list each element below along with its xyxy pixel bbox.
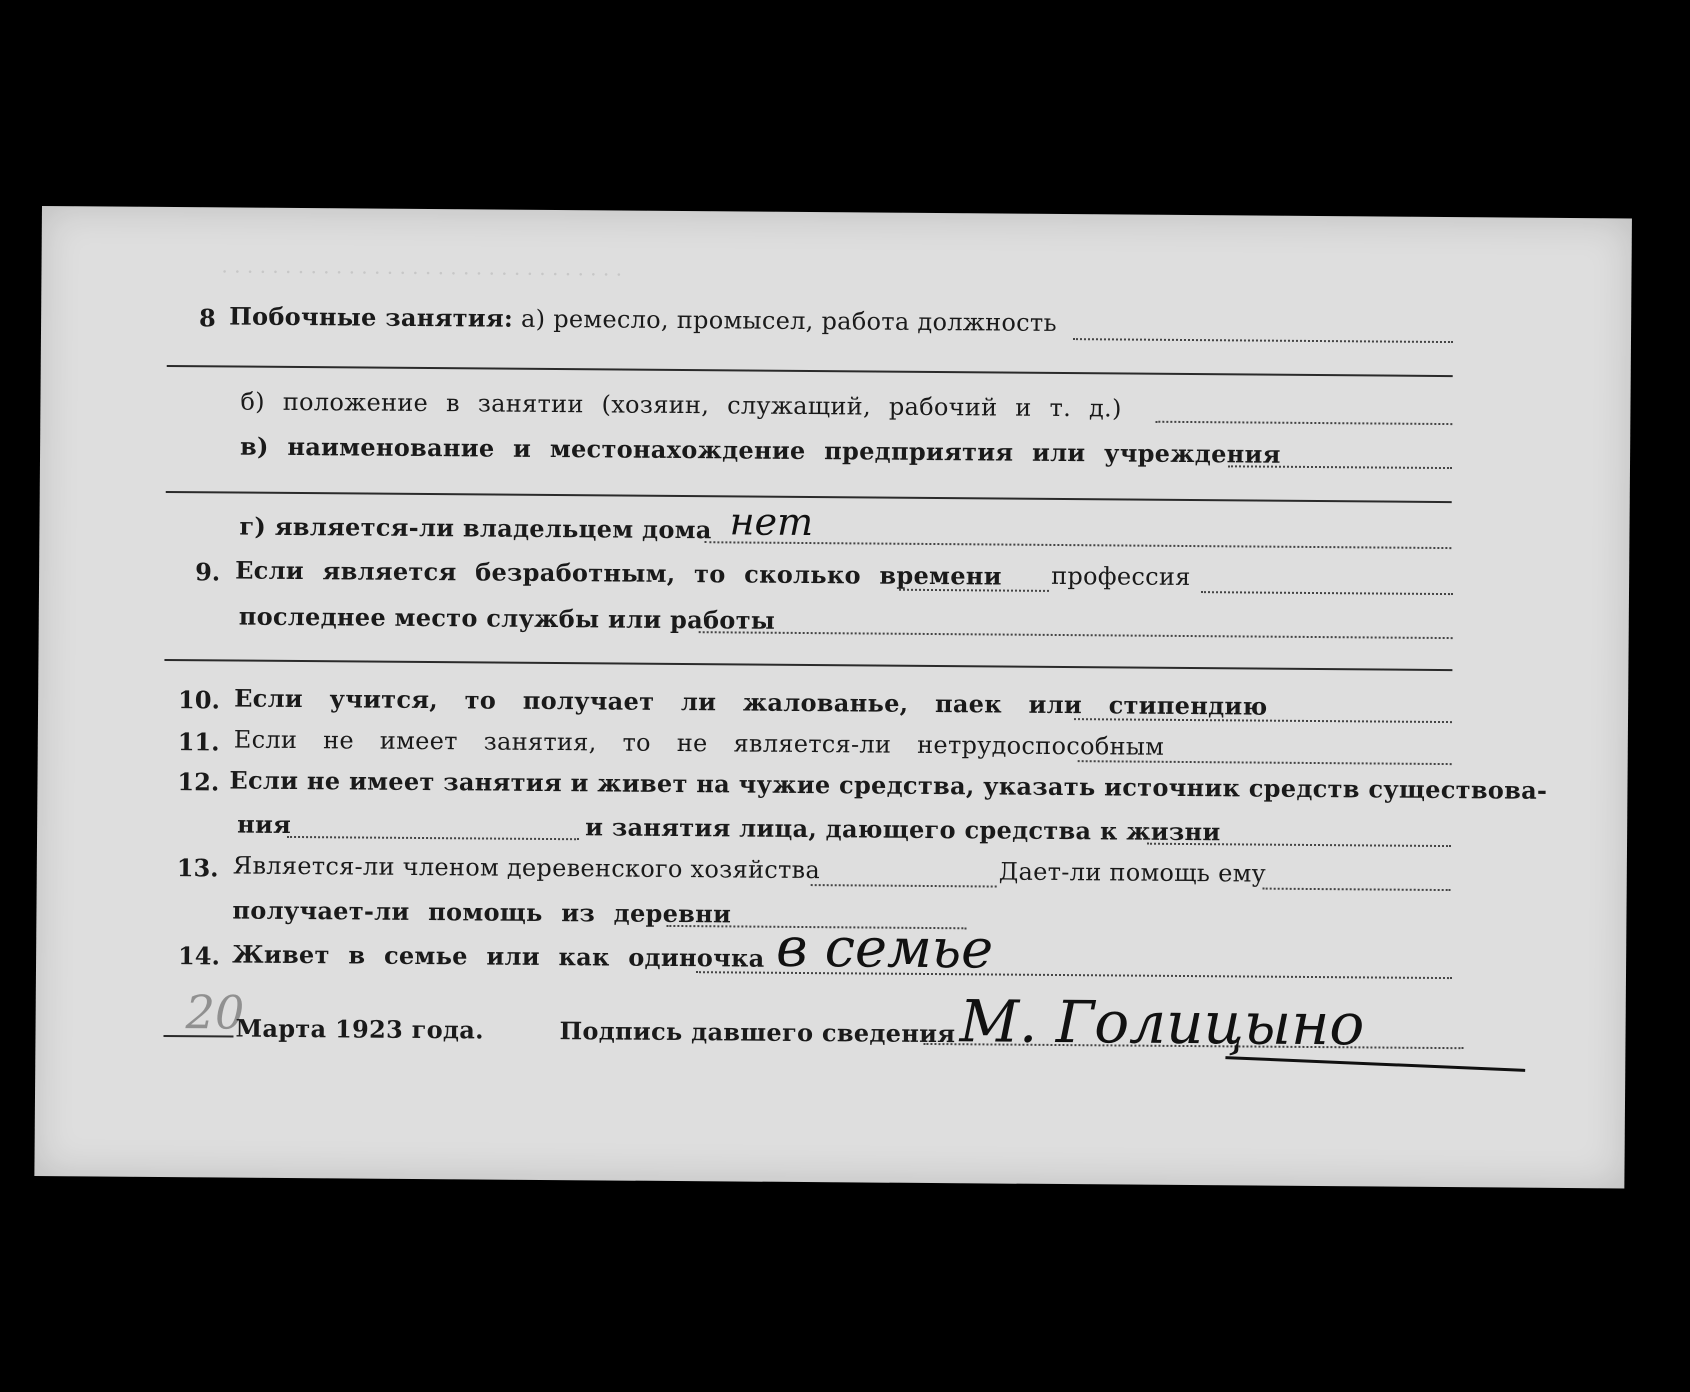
item8-g-answer-handwritten: нет xyxy=(729,499,814,545)
item10-number: 10. xyxy=(178,685,221,715)
item14-answer-handwritten: в семье xyxy=(775,915,994,981)
item13-number: 13. xyxy=(176,853,219,883)
item8-v-text: в) наименование и местонахождение предприятия или учреждения xyxy=(240,431,1281,469)
item12-provider-field[interactable] xyxy=(1147,843,1451,847)
item9-duration-field[interactable] xyxy=(899,589,1049,592)
item12-number: 12. xyxy=(177,767,220,797)
item14-text: Живет в семье или как одиночка xyxy=(232,939,765,973)
faint-print: · · · · · · · · · · · · · · · · · · · · · · · · · · · · · · · · xyxy=(221,259,623,287)
document-card xyxy=(34,206,1632,1188)
item9-line1 xyxy=(235,556,1002,591)
item13-text: Является-ли членом деревенского хозяйства xyxy=(232,851,821,885)
item11-number: 11. xyxy=(177,727,220,757)
footer-date: Марта 1923 года. xyxy=(235,1013,484,1045)
item11-text: Если не имеет занятия, то не является-ли нетрудоспособным xyxy=(233,725,1165,761)
item8-number: 8 xyxy=(199,303,216,333)
item8-a-field-line2[interactable] xyxy=(167,365,1453,377)
item11-field[interactable] xyxy=(1078,760,1452,765)
item10-field[interactable] xyxy=(1074,718,1452,723)
item13-help-field[interactable] xyxy=(1263,888,1451,891)
item12-text-cont: ния xyxy=(237,809,292,839)
item13-text3: получает-ли помощь из деревни xyxy=(232,895,732,929)
item14-number: 14. xyxy=(178,941,220,971)
item9-profession-label: профессия xyxy=(1051,561,1191,592)
item9-text: Если является безработным, то сколько времени xyxy=(235,555,1002,591)
item12-text2: и занятия лица, дающего средства к жизни xyxy=(585,812,1221,847)
signature-handwritten: М. Голицыно xyxy=(959,987,1365,1059)
item8-a-field[interactable] xyxy=(1073,338,1453,343)
item8-label: Побочные занятия: xyxy=(229,301,514,333)
footer-signature-label: Подпись давшего сведения xyxy=(559,1016,956,1049)
item9-number: 9. xyxy=(195,557,221,587)
item9-last-job-field-line2[interactable] xyxy=(164,659,1452,671)
item9-last-job-field[interactable] xyxy=(699,631,1453,639)
item13-text2: Дает-ли помощь ему xyxy=(998,857,1267,888)
item9-last-job-text: последнее место службы или работы xyxy=(238,601,776,635)
item8-a-text: а) ремесло, промысел, работа должность xyxy=(520,304,1058,337)
item12-text: Если не имеет занятия и живет на чужие средства, указать источник средств существова- xyxy=(229,765,1548,805)
item8-b-text: б) положение в занятии (хозяин, служащий, рабочий и т. д.) xyxy=(240,387,1122,423)
item8-g-field[interactable] xyxy=(704,541,1451,549)
item8-b-field[interactable] xyxy=(1155,421,1452,425)
item8-line-a xyxy=(229,301,1057,337)
item8-g-text: г) является-ли владельцем дома xyxy=(239,511,712,545)
item13-member-field[interactable] xyxy=(811,884,997,887)
footer-day-field[interactable] xyxy=(163,1035,233,1038)
item12-source-field[interactable] xyxy=(287,836,579,840)
item10-text: Если учится, то получает ли жалованье, паек или стипендию xyxy=(234,683,1268,721)
footer-day-handwritten: 20 xyxy=(185,985,245,1040)
signature-underline xyxy=(1225,1056,1525,1072)
item9-profession-field[interactable] xyxy=(1201,591,1453,595)
